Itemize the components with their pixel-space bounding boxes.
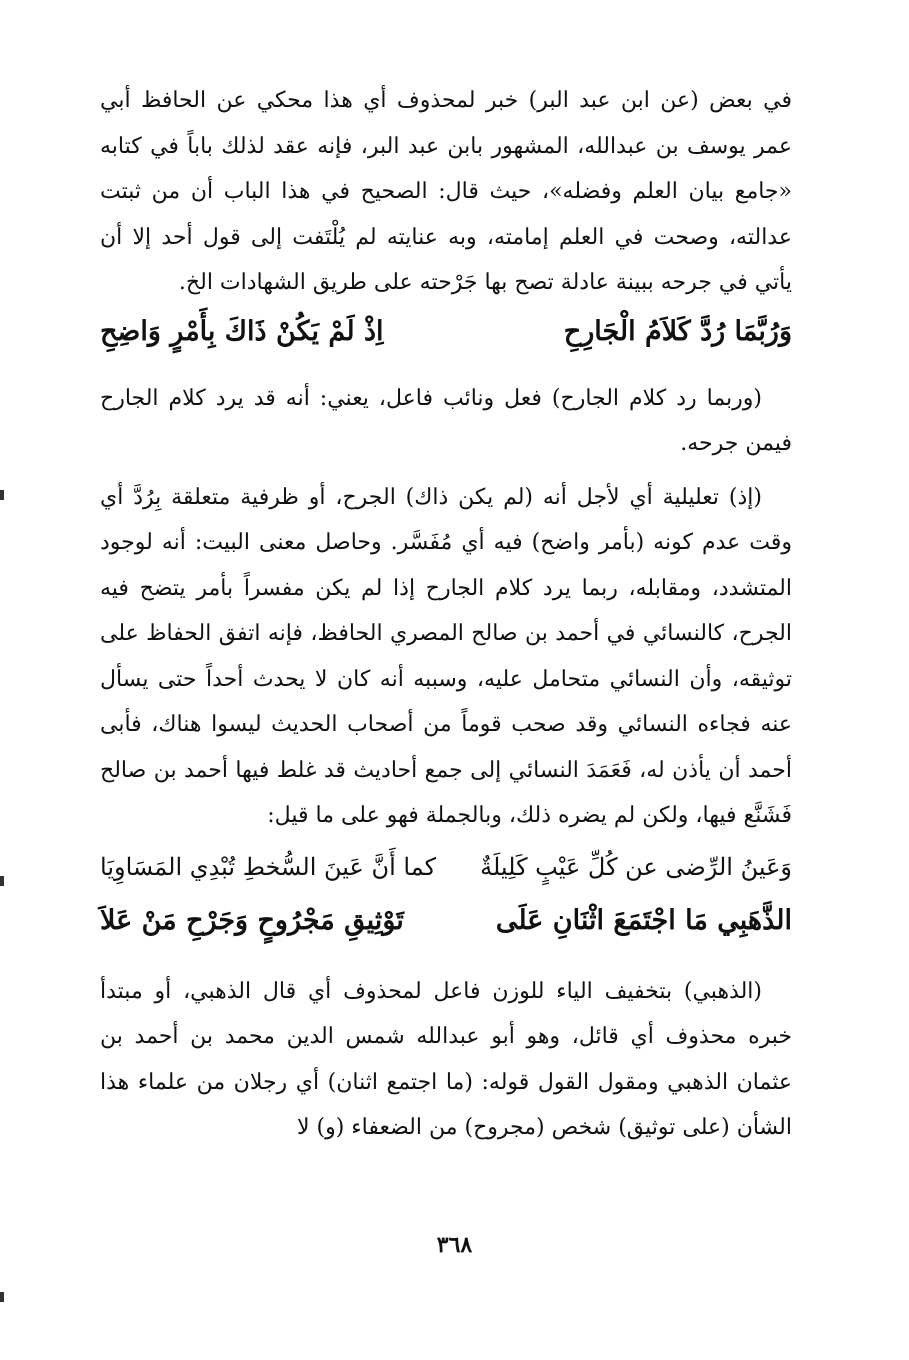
verse2-first-hemistich: الذَّهَبِي مَا اجْتَمَعَ اثْنَانِ عَلَى <box>495 904 792 936</box>
verse-line-1 <box>100 316 792 368</box>
scan-edge-mark <box>0 490 4 500</box>
paragraph-explain-dhahabi: (الذهبي) بتخفيف الياء للوزن فاعل لمحذوف أي قال الذهبي، أو مبتدأ خبره محذوف أي قائل، وهو أبو عبدالله شمس الدين محمد بن أحمد بن عثمان الذهبي ومقول القول قوله: (ما اجتمع اثنان) أي رجلان من علماء هذا الشأن (على توثيق) شخص (مجروح) من الضعفاء (و) لا <box>100 978 792 1140</box>
quoted-verse-first-hemistich: وَعَينُ الرِّضى عن كُلِّ عَيْبٍ كَلِيلَةٌ <box>480 852 792 881</box>
verse2-second-hemistich: تَوْثِيقِ مَجْرُوحٍ وَجَرْحِ مَنْ عَلاَ <box>100 904 404 936</box>
verse-line-2 <box>100 905 792 961</box>
paragraph-explain-verse1: (وربما رد كلام الجارح) فعل ونائب فاعل، يعني: أنه قد يرد كلام الجارح فيمن جرحه. <box>100 385 792 456</box>
scan-edge-mark <box>0 1292 4 1302</box>
quoted-verse-second-hemistich: كما أَنَّ عَينَ السُّخطِ تُبْدِي المَسَاوِيَا <box>100 852 437 881</box>
verse1-second-hemistich: اِذْ لَمْ يَكُنْ ذَاكَ بِأَمْرٍ وَاضِحِ <box>100 315 384 347</box>
verse1-first-hemistich: وَرُبَّمَا رُدَّ كَلاَمُ الْجَارِحِ <box>563 315 792 347</box>
page-number: ٣٦٨ <box>436 1232 473 1258</box>
page-text-block <box>100 78 792 1151</box>
paragraph-intro: في بعض (عن ابن عبد البر) خبر لمحذوف أي هذا محكي عن الحافظ أبي عمر يوسف بن عبدالله، المشهور بابن عبد البر، فإنه عقد لذلك باباً في كتابه «جامع بيان العلم وفضله»، حيث قال: الصحيح في هذا الباب أن من ثبتت عدالته، وصحت في العلم إمامته، وبه عنايته لم يُلْتَفت إلى قول أحد إلا أن يأتي في جرحه ببينة عادلة تصح بها جَرْحته على طريق الشهادات الخ. <box>100 88 792 295</box>
scan-edge-mark <box>0 876 4 886</box>
paragraph-explain-idh: (إذ) تعليلية أي لأجل أنه (لم يكن ذاك) الجرح، أو ظرفية متعلقة بِرُدَّ أي وقت عدم كونه (بأمر واضح) فيه أي مُفَسَّر. وحاصل معنى البيت: أنه لوجود المتشدد، ومقابله، ربما يرد كلام الجارح إذا لم يكن مفسراً بأمر يتضح فيه الجرح، كالنسائي في أحمد بن صالح المصري الحافظ، فإنه اتفق الحفاظ على توثيقه، وأن النسائي متحامل عليه، وسببه أنه كان لا يحدث أحداً حتى يسأل عنه فجاءه النسائي وقد صحب قوماً من أصحاب الحديث ليسوا هناك، فأبى أحمد أن يأذن له، فَعَمَدَ النسائي إلى جمع أحاديث قد غلط فيها أحمد بن صالح فَشَنَّع فيها، ولكن لم يضره ذلك، وبالجملة فهو على ما قيل: <box>100 484 792 828</box>
quoted-verse <box>100 853 792 905</box>
